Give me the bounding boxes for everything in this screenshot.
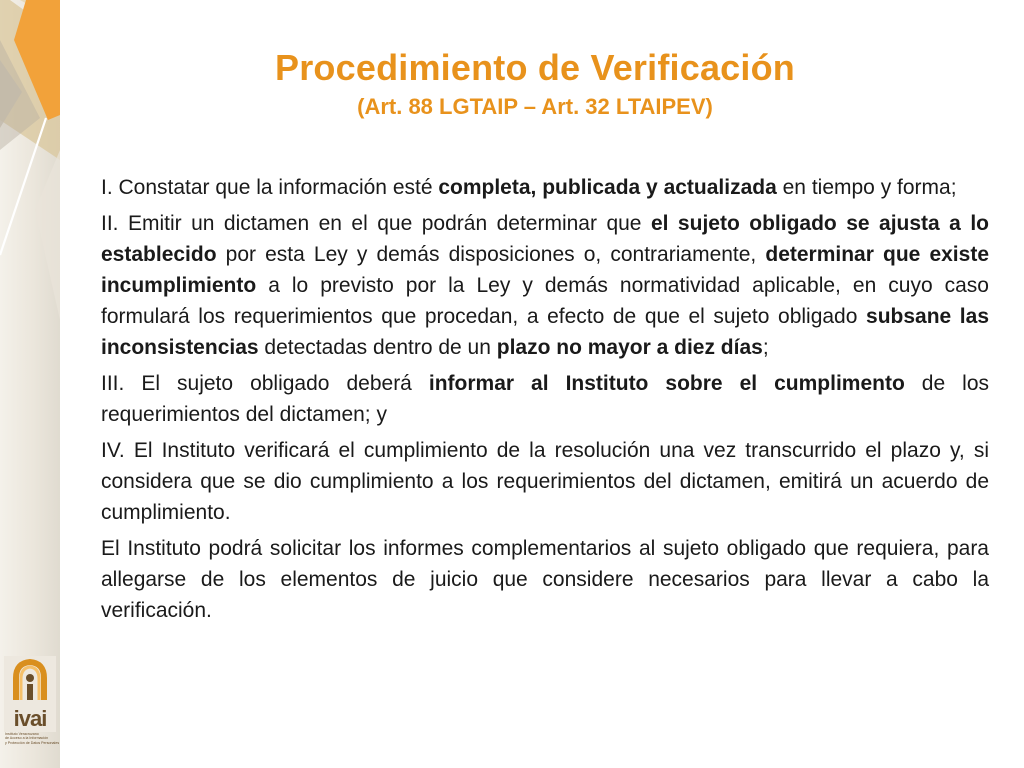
ivai-logo-mark bbox=[4, 656, 56, 732]
text-run: El Instituto podrá solicitar los informes complementarios al sujeto obligado que requiera, para allegarse de los elementos de juicio que considere necesarios para llevar a cabo la verificación. bbox=[101, 537, 989, 622]
logo-caption-line: de Acceso a la Información bbox=[5, 736, 49, 741]
paragraph bbox=[101, 172, 989, 203]
page-title: Procedimiento de Verificación bbox=[275, 47, 795, 88]
logo-caption bbox=[5, 732, 60, 745]
text-run: III. El sujeto obligado deberá bbox=[101, 372, 429, 395]
bold-run: informar al Instituto sobre el cumplimento bbox=[428, 372, 905, 395]
bold-run: el sujeto obligado se ajusta a lo establecido bbox=[101, 212, 989, 266]
text-run: I. Constatar que la información esté bbox=[101, 176, 439, 199]
sidebar-decoration bbox=[0, 0, 60, 768]
header bbox=[100, 44, 970, 122]
text-run: de los requerimientos del dictamen; y bbox=[101, 372, 989, 426]
body-text bbox=[101, 172, 989, 631]
paragraph bbox=[101, 208, 989, 363]
logo-caption-line: y Protección de Datos Personales bbox=[5, 740, 60, 745]
page-subtitle: (Art. 88 LGTAIP – Art. 32 LTAIPEV) bbox=[357, 94, 713, 119]
text-run: a lo previsto por la Ley y demás normatividad aplicable, en cuyo caso formulará los requerimientos que procedan, a efecto de que el sujeto obligado bbox=[101, 274, 989, 328]
bold-run: plazo no mayor a diez días bbox=[496, 336, 763, 359]
text-run: IV. El Instituto verificará el cumplimiento de la resolución una vez transcurrido el plazo y, si considera que se dio cumplimiento a los requerimientos del dictamen, emitirá un acuerdo de cumplimiento. bbox=[101, 439, 989, 524]
text-run: en tiempo y forma; bbox=[776, 176, 957, 199]
bold-run: determinar que existe incumplimiento bbox=[101, 243, 989, 297]
text-run: por esta Ley y demás disposiciones o, contrariamente, bbox=[216, 243, 766, 266]
paragraph bbox=[101, 533, 989, 626]
text-run: II. Emitir un dictamen en el que podrán determinar que bbox=[101, 212, 651, 235]
logo-caption-line: Instituto Veracruzano bbox=[5, 732, 39, 736]
text-run: detectadas dentro de un bbox=[258, 336, 497, 359]
svg-text:ivai: ivai bbox=[13, 706, 47, 731]
text-run: ; bbox=[762, 336, 769, 359]
bold-run: completa, publicada y actualizada bbox=[438, 176, 777, 199]
paragraph bbox=[101, 435, 989, 528]
sidebar-geometric-shapes bbox=[0, 0, 60, 768]
bold-run: subsane las inconsistencias bbox=[101, 305, 989, 359]
paragraph bbox=[101, 368, 989, 430]
